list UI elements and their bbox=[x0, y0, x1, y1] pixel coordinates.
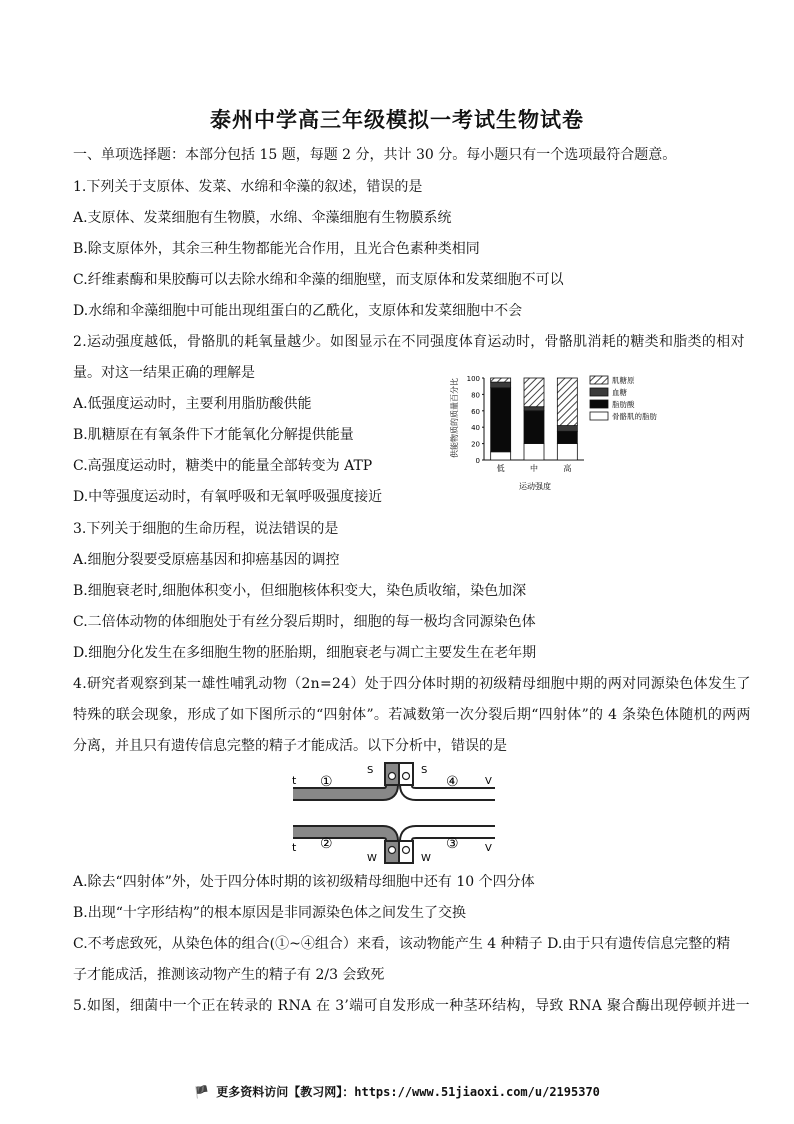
centromere-icon bbox=[403, 773, 410, 780]
chart-legend-label: 肌糖原 bbox=[612, 376, 635, 385]
chart-x-tick-label: 低 bbox=[496, 464, 505, 473]
q2-stem-line2: 量。对这一结果正确的理解是 bbox=[73, 365, 255, 381]
chart-legend-swatch bbox=[590, 388, 608, 396]
q2-option-d: D.中等强度运动时，有氧呼吸和无氧呼吸强度接近 bbox=[73, 489, 383, 505]
chart-bar-segment bbox=[557, 378, 577, 426]
chart-x-tick-label: 高 bbox=[563, 464, 572, 473]
q4-quadrivalent-diagram bbox=[288, 762, 500, 864]
chart-legend-label: 脂肪酸 bbox=[612, 400, 635, 409]
label-w-left: W bbox=[367, 853, 377, 864]
chart-bar-segment bbox=[557, 431, 577, 443]
label-w-right: W bbox=[421, 853, 431, 864]
chart-y-tick-label: 20 bbox=[471, 440, 480, 449]
chart-y-tick-label: 0 bbox=[475, 457, 480, 465]
chart-bar-segment bbox=[524, 444, 544, 460]
chart-bar-segment bbox=[557, 426, 577, 432]
q4-option-cd-line2: 子才能成活，推测该动物产生的精子有 2/3 会致死 bbox=[73, 967, 385, 983]
label-v-top: V bbox=[485, 776, 492, 787]
label-t-top: t bbox=[292, 774, 297, 787]
q2-stacked-bar-chart bbox=[440, 368, 720, 493]
chart-legend-swatch bbox=[590, 412, 608, 420]
chart-y-axis-label: 供能物质的质量百分比 bbox=[450, 378, 459, 458]
q1-option-d: D.水绵和伞藻细胞中可能出现组蛋白的乙酰化，支原体和发菜细胞中不会 bbox=[73, 303, 523, 319]
centromere-icon bbox=[389, 847, 396, 854]
q4-option-b: B.出现“十字形结构”的根本原因是非同源染色体之间发生了交换 bbox=[73, 905, 467, 921]
q1-option-b: B.除支原体外，其余三种生物都能光合作用，且光合色素种类相同 bbox=[73, 241, 480, 257]
chart-bar-segment bbox=[557, 444, 577, 460]
label-s-left: S bbox=[367, 765, 374, 776]
q2-stem-line1: 2.运动强度越低，骨骼肌的耗氧量越少。如图显示在不同强度体育运动时，骨骼肌消耗的糖类和脂类的相对 bbox=[73, 334, 745, 350]
q1-option-c: C.纤维素酶和果胶酶可以去除水绵和伞藻的细胞壁，而支原体和发菜细胞不可以 bbox=[73, 272, 564, 288]
chart-x-axis-label: 运动强度 bbox=[519, 482, 551, 491]
centromere-icon bbox=[403, 847, 410, 854]
q4-stem-line2: 特殊的联会现象，形成了如下图所示的“四射体”。若减数第一次分裂后期“四射体”的 4 条染色体随机的两两 bbox=[73, 707, 751, 723]
chart-y-tick-label: 80 bbox=[471, 391, 480, 400]
q3-option-d: D.细胞分化发生在多细胞生物的胚胎期，细胞衰老与凋亡主要发生在老年期 bbox=[73, 645, 537, 661]
label-circle-4: ④ bbox=[446, 774, 459, 790]
q3-option-c: C.二倍体动物的体细胞处于有丝分裂后期时，细胞的每一极均含同源染色体 bbox=[73, 614, 536, 630]
q4-option-a: A.除去“四射体”外，处于四分体时期的该初级精母细胞中还有 10 个四分体 bbox=[73, 874, 535, 890]
label-s-right: S bbox=[421, 765, 428, 776]
label-t-bottom: t bbox=[292, 841, 297, 854]
q2-option-b: B.肌糖原在有氧条件下才能氧化分解提供能量 bbox=[73, 427, 354, 443]
chart-y-tick-label: 40 bbox=[471, 424, 480, 433]
chart-bar-segment bbox=[524, 407, 544, 411]
label-circle-2: ② bbox=[320, 836, 333, 852]
q4-stem-line1: 4.研究者观察到某一雄性哺乳动物（2n=24）处于四分体时期的初级精母细胞中期的两对同源染色体发生了 bbox=[73, 676, 751, 692]
q4-stem-line3: 分离，并且只有遗传信息完整的精子才能成活。以下分析中，错误的是 bbox=[73, 738, 507, 754]
chart-bar-segment bbox=[491, 388, 511, 452]
section-heading: 一、单项选择题：本部分包括 15 题，每题 2 分，共计 30 分。每小题只有一个选项最符合题意。 bbox=[73, 147, 677, 163]
page-title: 泰州中学高三年级模拟一考试生物试卷 bbox=[210, 107, 584, 132]
footer-link[interactable]: 🏴 更多资料访问【教习网】：https://www.51jiaoxi.com/u/2195370 bbox=[194, 1085, 600, 1099]
q2-option-a: A.低强度运动时，主要利用脂肪酸供能 bbox=[73, 396, 312, 412]
chart-bar-segment bbox=[491, 452, 511, 460]
q3-option-b: B.细胞衰老时,细胞体积变小，但细胞核体积变大，染色质收缩，染色加深 bbox=[73, 583, 527, 599]
chart-bar-segment bbox=[491, 378, 511, 382]
chart-x-tick-label: 中 bbox=[530, 464, 538, 473]
chart-y-tick-label: 60 bbox=[471, 407, 480, 416]
chart-bar-segment bbox=[491, 382, 511, 388]
q1-stem: 1.下列关于支原体、发菜、水绵和伞藻的叙述，错误的是 bbox=[73, 179, 423, 195]
q4-option-cd-line1: C.不考虑致死，从染色体的组合(①~④组合）来看，该动物能产生 4 种精子 D.由于只有遗传信息完整的精 bbox=[73, 936, 731, 952]
label-circle-1: ① bbox=[320, 774, 333, 790]
q3-stem: 3.下列关于细胞的生命历程，说法错误的是 bbox=[73, 521, 339, 537]
chart-bar-segment bbox=[524, 378, 544, 407]
q5-stem: 5.如图，细菌中一个正在转录的 RNA 在 3’端可自发形成一种茎环结构，导致 RNA 聚合酶出现停顿并进一 bbox=[73, 998, 750, 1014]
label-circle-3: ③ bbox=[446, 836, 459, 852]
chart-y-tick-label: 100 bbox=[466, 375, 480, 383]
q2-option-c: C.高强度运动时，糖类中的能量全部转变为 ATP bbox=[73, 458, 373, 474]
q3-option-a: A.细胞分裂要受原癌基因和抑癌基因的调控 bbox=[73, 552, 340, 568]
chart-legend-label: 骨骼肌的脂肪 bbox=[612, 412, 657, 421]
centromere-icon bbox=[389, 773, 396, 780]
chart-bar-segment bbox=[524, 411, 544, 444]
q1-option-a: A.支原体、发菜细胞有生物膜，水绵、伞藻细胞有生物膜系统 bbox=[73, 210, 452, 226]
chart-legend-swatch bbox=[590, 376, 608, 384]
chart-legend-label: 血糖 bbox=[612, 388, 627, 397]
label-v-bottom: V bbox=[485, 843, 492, 854]
chart-legend-swatch bbox=[590, 400, 608, 408]
